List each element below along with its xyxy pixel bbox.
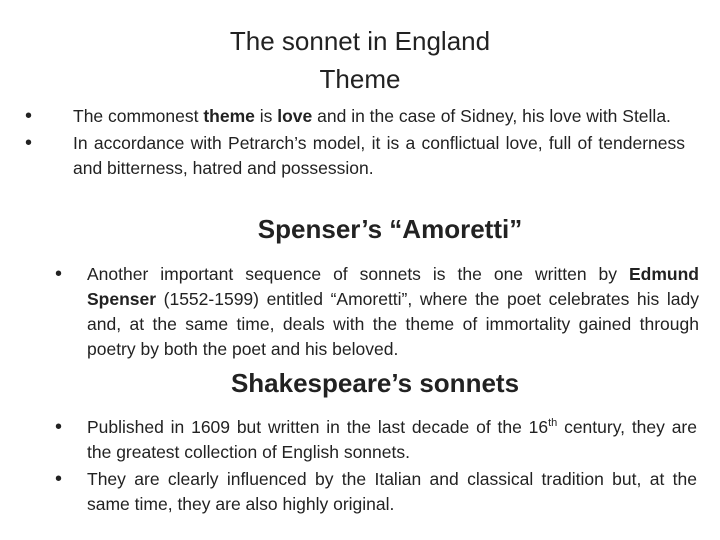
shakespeare-bullet-list [55, 415, 697, 517]
list-item [55, 415, 697, 465]
bold-term: Edmund Spenser [87, 264, 699, 309]
title-line-2: Theme [319, 64, 401, 94]
section-heading-shakespeare: Shakespeare’s sonnets [230, 368, 520, 398]
superscript: th [548, 417, 558, 430]
text-run: The commonest [73, 106, 204, 126]
text-run: Another important sequence of sonnets is the one written by [87, 264, 629, 284]
list-item [25, 104, 685, 129]
bold-term: theme [203, 106, 255, 126]
section-heading-spenser: Spenser’s “Amoretti” [257, 214, 523, 244]
spenser-bullet-list [55, 262, 699, 362]
bullet-icon: • [25, 105, 33, 127]
text-run: century, they are the greatest collection of English sonnets. [87, 417, 697, 462]
text-run: and in the case of Sidney, his love with Stella. [312, 106, 671, 126]
text-run: Published in 1609 but written in the last decade of the 16 [87, 417, 549, 437]
list-item [25, 131, 685, 181]
theme-bullet-list [25, 104, 685, 181]
bullet-icon: • [55, 263, 63, 285]
bullet-icon: • [55, 468, 63, 490]
text-run: In accordance with Petrarch’s model, it is a conflictual love, full of tenderness and bitterness, hatred and possession. [73, 133, 685, 178]
bullet-icon: • [55, 416, 63, 438]
page-title [150, 22, 570, 98]
text-run: (1552-1599) entitled “Amoretti”, where the poet celebrates his lady and, at the same time, deals with the theme of immortality gained through poetry by both the poet and his beloved. [87, 289, 699, 359]
list-item [55, 262, 699, 362]
bold-term: love [277, 106, 313, 126]
list-item [55, 467, 697, 517]
text-run: They are clearly influenced by the Italian and classical tradition but, at the same time, they are also highly original. [87, 469, 697, 514]
text-run: is [254, 106, 278, 126]
bullet-icon: • [25, 132, 33, 154]
title-line-1: The sonnet in England [229, 26, 491, 56]
